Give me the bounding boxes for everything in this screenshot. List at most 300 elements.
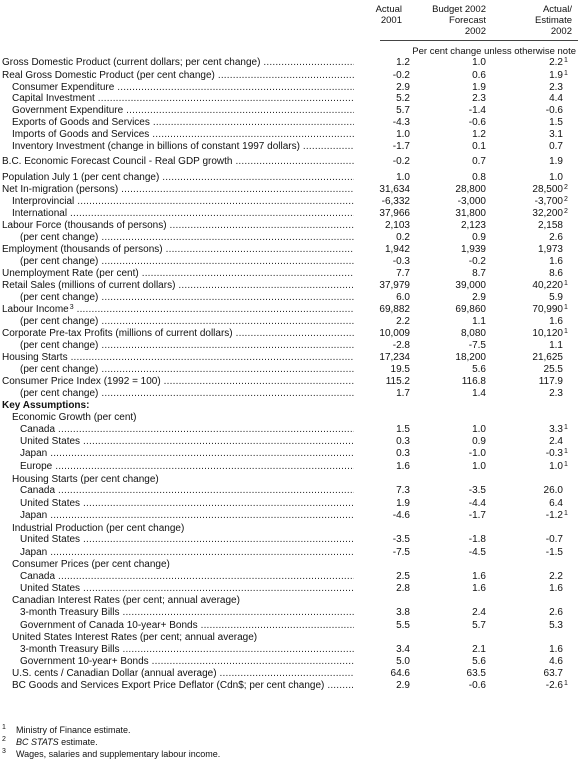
- row-label: [12, 141, 354, 153]
- row-label-text: Imports of Goods and Services: [12, 129, 150, 141]
- footnote-number: 1: [2, 724, 6, 731]
- row-label-text: Canada: [20, 423, 56, 435]
- footnote-italic: BC STATS: [16, 737, 59, 747]
- cell-value: 0.9: [472, 436, 486, 448]
- row-label-text: U.S. cents / Canadian Dollar (annual average): [12, 668, 217, 680]
- row-label-text: Gross Domestic Product (current dollars; per cent change): [2, 57, 261, 68]
- table-row: [0, 436, 580, 448]
- cell-forecast-2002: [426, 256, 486, 268]
- row-label: [2, 280, 354, 292]
- cell-value: 1.9: [549, 69, 563, 81]
- cell-value: 2.3: [472, 93, 486, 105]
- cell-value: 1,939: [460, 244, 486, 256]
- cell-value: 5.9: [549, 291, 563, 303]
- row-label-text: (per cent change): [20, 388, 99, 400]
- cell-value: 70,990: [532, 303, 563, 315]
- cell-value: 1.0: [549, 171, 563, 183]
- cell-value: 4.6: [549, 656, 563, 668]
- table-row: [0, 510, 580, 522]
- footnote-ref: 1: [564, 448, 568, 456]
- cell-value: 69,882: [379, 303, 410, 315]
- row-label-text: Housing Starts: [2, 352, 68, 364]
- row-label-text: B.C. Economic Forecast Council - Real GDP growth: [2, 156, 233, 168]
- cell-actual-2001: [350, 340, 410, 352]
- table-row: [0, 304, 580, 316]
- cell-estimate-2002: [502, 656, 572, 668]
- cell-actual-2001: [350, 388, 410, 400]
- cell-estimate-2002: [502, 523, 572, 535]
- cell-forecast-2002: [426, 388, 486, 400]
- cell-estimate-2002: [502, 461, 572, 474]
- footnote-ref: 1: [564, 680, 568, 688]
- cell-value: 3.4: [396, 643, 410, 655]
- cell-value: -3,000: [457, 196, 486, 208]
- cell-actual-2001: [350, 656, 410, 668]
- row-label: [12, 129, 354, 141]
- cell-estimate-2002: [502, 644, 572, 656]
- cell-value: -4.5: [468, 547, 486, 558]
- cell-actual-2001: [350, 436, 410, 448]
- cell-forecast-2002: [426, 448, 486, 460]
- row-label: [20, 571, 354, 583]
- cell-value: 1.6: [549, 643, 563, 655]
- cell-actual-2001: [350, 485, 410, 497]
- cell-value: 1.7: [396, 388, 410, 400]
- cell-forecast-2002: [426, 510, 486, 522]
- cell-estimate-2002: [502, 583, 572, 595]
- row-label: [20, 436, 354, 448]
- cell-value: 6.4: [549, 498, 563, 509]
- cell-actual-2001: [350, 668, 410, 680]
- table-row: [0, 280, 580, 292]
- cell-value: 2.1: [472, 643, 486, 655]
- cell-value: 10,009: [379, 328, 410, 340]
- cell-estimate-2002: [502, 244, 572, 256]
- row-label-text: Government 10-year+ Bonds: [20, 656, 149, 668]
- cell-value: 31,634: [379, 184, 410, 196]
- row-label-text: Housing Starts (per cent change): [12, 473, 159, 485]
- cell-value: 0.8: [472, 171, 486, 183]
- footnote-ref: 1: [564, 423, 568, 431]
- cell-estimate-2002: [502, 547, 572, 559]
- cell-value: -3.5: [392, 534, 410, 546]
- cell-actual-2001: [350, 644, 410, 656]
- row-label: [20, 448, 354, 460]
- cell-actual-2001: [350, 364, 410, 376]
- cell-value: 26.0: [543, 485, 563, 497]
- row-label: [2, 220, 354, 232]
- row-label: [12, 105, 354, 117]
- row-label-text: (per cent change): [20, 232, 99, 244]
- table-row: [0, 340, 580, 352]
- table-row: [0, 571, 580, 583]
- cell-actual-2001: [350, 316, 410, 328]
- cell-value: 0.2: [396, 232, 410, 244]
- cell-forecast-2002: [426, 82, 486, 94]
- cell-actual-2001: [350, 328, 410, 340]
- row-label: [12, 93, 354, 105]
- cell-value: -4.3: [392, 117, 410, 129]
- cell-forecast-2002: [426, 316, 486, 328]
- row-label: [20, 340, 354, 352]
- row-label-text: Labour Force (thousands of persons): [2, 220, 167, 232]
- footnote-ref: 3: [69, 303, 74, 311]
- row-label-text: Employment (thousands of persons): [2, 244, 163, 256]
- footnote-ref: 1: [564, 303, 568, 311]
- row-label-text: 3-month Treasury Bills: [20, 643, 120, 655]
- cell-estimate-2002: [502, 474, 572, 486]
- cell-estimate-2002: [502, 485, 572, 497]
- row-label-text: Economic Growth (per cent): [12, 411, 137, 423]
- cell-value: 28,500: [532, 184, 563, 196]
- table-row: [0, 448, 580, 460]
- row-label-text: Canada: [20, 570, 56, 582]
- cell-forecast-2002: [426, 232, 486, 244]
- cell-value: 2.6: [549, 232, 563, 244]
- cell-value: -4.6: [392, 509, 410, 521]
- header-line: Forecast: [449, 15, 486, 26]
- cell-actual-2001: [350, 268, 410, 280]
- cell-value: 5.2: [396, 93, 410, 105]
- cell-estimate-2002: [502, 424, 572, 437]
- cell-forecast-2002: [426, 196, 486, 208]
- table-row: [0, 196, 580, 208]
- cell-value: 2.3: [549, 81, 563, 93]
- cell-estimate-2002: [502, 534, 572, 546]
- cell-value: 1.0: [396, 171, 410, 183]
- cell-forecast-2002: [426, 268, 486, 280]
- cell-value: -4.4: [468, 498, 486, 509]
- cell-value: 1.0: [472, 423, 486, 435]
- cell-value: -0.7: [545, 534, 563, 546]
- row-label-text: Labour Income: [2, 303, 69, 315]
- row-label-text: Government of Canada 10-year+ Bonds: [20, 619, 198, 631]
- cell-estimate-2002: [502, 448, 572, 461]
- cell-actual-2001: [350, 376, 410, 388]
- footnote-ref: 1: [564, 69, 568, 77]
- cell-actual-2001: [350, 571, 410, 583]
- row-label-text: Canadian Interest Rates (per cent; annual average): [12, 595, 240, 607]
- cell-actual-2001: [350, 232, 410, 244]
- footnote-body: Wages, salaries and supplementary labour income.: [16, 749, 221, 759]
- cell-actual-2001: [350, 461, 410, 473]
- cell-forecast-2002: [426, 70, 486, 82]
- cell-estimate-2002: [502, 388, 572, 400]
- cell-forecast-2002: [426, 644, 486, 656]
- cell-value: 2,158: [537, 220, 563, 232]
- table-row: [0, 412, 580, 424]
- table-row: [0, 668, 580, 680]
- cell-forecast-2002: [426, 304, 486, 316]
- cell-actual-2001: [350, 547, 410, 559]
- table-row: [0, 547, 580, 559]
- cell-actual-2001: [350, 129, 410, 141]
- table-row: [0, 117, 580, 129]
- row-label: [12, 82, 354, 94]
- cell-actual-2001: [350, 244, 410, 256]
- cell-actual-2001: [350, 583, 410, 595]
- row-label: [12, 668, 354, 680]
- column-header-actual-estimate: [500, 4, 572, 37]
- cell-value: 5.0: [396, 656, 410, 668]
- cell-value: -0.6: [468, 117, 486, 129]
- row-label-text: Unemployment Rate (per cent): [2, 267, 139, 279]
- row-label-text: Key Assumptions:: [2, 400, 90, 411]
- table-row: [0, 352, 580, 364]
- header-line: Budget 2002: [432, 4, 486, 15]
- cell-actual-2001: [350, 208, 410, 220]
- cell-actual-2001: [350, 156, 410, 168]
- cell-actual-2001: [350, 172, 410, 184]
- cell-value: -1.2: [545, 509, 563, 521]
- cell-value: 1.1: [472, 316, 486, 328]
- cell-actual-2001: [350, 498, 410, 510]
- table-row: [0, 523, 580, 535]
- table-row: [0, 607, 580, 619]
- cell-actual-2001: [350, 292, 410, 304]
- cell-value: 2,103: [384, 220, 410, 232]
- row-label-text: Consumer Expenditure: [12, 81, 115, 93]
- row-label: [20, 620, 354, 632]
- header-rule: [380, 40, 578, 41]
- row-label: [20, 644, 354, 656]
- table-row: [0, 172, 580, 184]
- cell-value: 1,973: [537, 244, 563, 256]
- row-label: [2, 244, 354, 256]
- table-row: [0, 583, 580, 595]
- row-label-text: 3-month Treasury Bills: [20, 607, 120, 619]
- cell-actual-2001: [350, 57, 410, 69]
- cell-value: 5.3: [549, 619, 563, 631]
- footnote-ref: 2: [564, 196, 568, 204]
- row-label: [12, 412, 354, 424]
- cell-forecast-2002: [426, 680, 486, 692]
- row-label-text: United States: [20, 436, 81, 448]
- cell-value: -0.2: [392, 156, 410, 168]
- cell-value: 7.7: [396, 267, 410, 279]
- cell-value: 5.7: [472, 619, 486, 631]
- row-label-text: Japan: [20, 448, 48, 460]
- cell-actual-2001: [350, 70, 410, 82]
- row-label-text: Consumer Prices (per cent change): [12, 558, 170, 570]
- cell-value: 2.9: [396, 680, 410, 692]
- cell-forecast-2002: [426, 244, 486, 256]
- cell-forecast-2002: [426, 184, 486, 196]
- cell-estimate-2002: [502, 571, 572, 583]
- cell-forecast-2002: [426, 668, 486, 680]
- cell-value: -3.5: [468, 485, 486, 497]
- cell-value: 6.0: [396, 291, 410, 303]
- footnote-text: [16, 749, 220, 760]
- table-row: [0, 129, 580, 141]
- row-label: [12, 632, 354, 644]
- cell-actual-2001: [350, 280, 410, 292]
- column-header-actual-2001: [340, 4, 402, 26]
- cell-value: 2.9: [472, 291, 486, 303]
- cell-value: 1.0: [472, 57, 486, 68]
- cell-value: -0.6: [468, 680, 486, 692]
- footnote-ref: 1: [564, 509, 568, 517]
- table-row: [0, 595, 580, 607]
- cell-actual-2001: [350, 93, 410, 105]
- cell-value: 18,200: [455, 352, 486, 364]
- row-label: [20, 461, 354, 473]
- cell-estimate-2002: [502, 156, 572, 168]
- cell-value: -3,700: [534, 196, 563, 208]
- row-label: [12, 680, 354, 692]
- row-label: [12, 474, 354, 486]
- cell-forecast-2002: [426, 280, 486, 292]
- row-label: [12, 595, 354, 607]
- cell-value: 8.7: [472, 267, 486, 279]
- row-label-text: Corporate Pre-tax Profits (millions of current dollars): [2, 328, 233, 340]
- cell-estimate-2002: [502, 117, 572, 129]
- row-label: [2, 57, 354, 69]
- cell-value: 39,000: [455, 279, 486, 291]
- row-label: [20, 510, 354, 522]
- row-label: [2, 352, 354, 364]
- cell-estimate-2002: [502, 232, 572, 244]
- cell-forecast-2002: [426, 436, 486, 448]
- cell-forecast-2002: [426, 571, 486, 583]
- cell-estimate-2002: [502, 268, 572, 280]
- row-label-text: (per cent change): [20, 256, 99, 267]
- cell-value: 5.6: [472, 364, 486, 376]
- cell-value: 2.2: [396, 316, 410, 328]
- cell-forecast-2002: [426, 607, 486, 619]
- cell-value: -2.8: [392, 340, 410, 352]
- table-row: [0, 244, 580, 256]
- subheader-note: Per cent change unless otherwise note: [412, 46, 576, 57]
- cell-value: -1.7: [392, 141, 410, 153]
- cell-estimate-2002: [502, 256, 572, 268]
- cell-forecast-2002: [426, 117, 486, 129]
- cell-actual-2001: [350, 256, 410, 268]
- cell-actual-2001: [350, 448, 410, 460]
- cell-value: 1.9: [549, 156, 563, 168]
- cell-value: 63.5: [466, 668, 486, 680]
- row-label: [20, 424, 354, 436]
- cell-value: 17,234: [379, 352, 410, 364]
- row-label: [12, 208, 354, 220]
- table-row: [0, 656, 580, 668]
- cell-value: 2.2: [549, 57, 563, 68]
- cell-forecast-2002: [426, 424, 486, 436]
- cell-estimate-2002: [502, 82, 572, 94]
- cell-value: 37,966: [379, 208, 410, 220]
- row-label: [2, 268, 354, 280]
- cell-value: 2.2: [549, 570, 563, 582]
- header-line: 2001: [380, 15, 402, 26]
- cell-value: 5.5: [396, 619, 410, 631]
- row-label-text: Real Gross Domestic Product (per cent change): [2, 69, 215, 81]
- cell-value: 64.6: [390, 668, 410, 680]
- row-label: [20, 583, 354, 595]
- cell-actual-2001: [350, 534, 410, 546]
- cell-value: 1.6: [549, 256, 563, 267]
- table-row: [0, 93, 580, 105]
- header-line: Actual/: [542, 4, 572, 15]
- row-label: [20, 232, 354, 244]
- cell-value: 1.9: [472, 81, 486, 93]
- cell-estimate-2002: [502, 595, 572, 607]
- row-label: [12, 559, 354, 571]
- row-label: [20, 656, 354, 668]
- footnote-text: [16, 725, 131, 736]
- table-row: [0, 232, 580, 244]
- cell-value: -0.2: [468, 256, 486, 267]
- cell-value: 2.8: [396, 583, 410, 595]
- cell-forecast-2002: [426, 172, 486, 184]
- cell-value: 0.7: [472, 156, 486, 168]
- table-row: [0, 485, 580, 497]
- table-row: [0, 292, 580, 304]
- cell-value: -1.0: [468, 448, 486, 460]
- cell-value: 7.3: [396, 485, 410, 497]
- cell-value: 2,123: [460, 220, 486, 232]
- cell-value: 1.0: [396, 129, 410, 141]
- row-label-text: United States: [20, 498, 81, 509]
- cell-estimate-2002: [502, 220, 572, 232]
- row-label-text: Canada: [20, 485, 56, 497]
- cell-actual-2001: [350, 184, 410, 196]
- cell-value: 0.3: [396, 436, 410, 448]
- footnote-ref: 2: [564, 208, 568, 216]
- cell-value: 8,080: [460, 328, 486, 340]
- row-label: [2, 304, 354, 317]
- cell-value: 10,120: [532, 328, 563, 340]
- cell-estimate-2002: [502, 680, 572, 693]
- table-row: [0, 156, 580, 168]
- cell-forecast-2002: [426, 208, 486, 220]
- cell-estimate-2002: [502, 412, 572, 424]
- cell-value: 2.4: [472, 607, 486, 619]
- cell-value: 117.9: [538, 376, 563, 388]
- table-row: [0, 680, 580, 692]
- cell-value: -1.7: [468, 509, 486, 521]
- table-row: [0, 105, 580, 117]
- cell-forecast-2002: [426, 156, 486, 168]
- header-line: 2002: [464, 26, 486, 37]
- table-row: [0, 70, 580, 82]
- cell-value: -1.8: [468, 534, 486, 546]
- table-header: [0, 0, 580, 58]
- footnote-text: [16, 737, 98, 748]
- footnote-ref: 1: [564, 279, 568, 287]
- cell-actual-2001: [350, 141, 410, 153]
- cell-estimate-2002: [502, 632, 572, 644]
- cell-actual-2001: [350, 304, 410, 316]
- row-label: [2, 184, 354, 196]
- row-label: [20, 316, 354, 328]
- cell-actual-2001: [350, 220, 410, 232]
- cell-actual-2001: [350, 510, 410, 522]
- table-row: [0, 534, 580, 546]
- cell-value: 1.9: [396, 498, 410, 509]
- row-label-text: Capital Investment: [12, 93, 95, 105]
- cell-value: 1.6: [472, 570, 486, 582]
- table-row: [0, 559, 580, 571]
- cell-forecast-2002: [426, 93, 486, 105]
- row-label: [20, 364, 354, 376]
- cell-estimate-2002: [502, 141, 572, 153]
- cell-forecast-2002: [426, 352, 486, 364]
- row-label: [20, 292, 354, 304]
- cell-estimate-2002: [502, 93, 572, 105]
- row-label-text: Japan: [20, 547, 48, 558]
- table-row: [0, 474, 580, 486]
- table-row: [0, 316, 580, 328]
